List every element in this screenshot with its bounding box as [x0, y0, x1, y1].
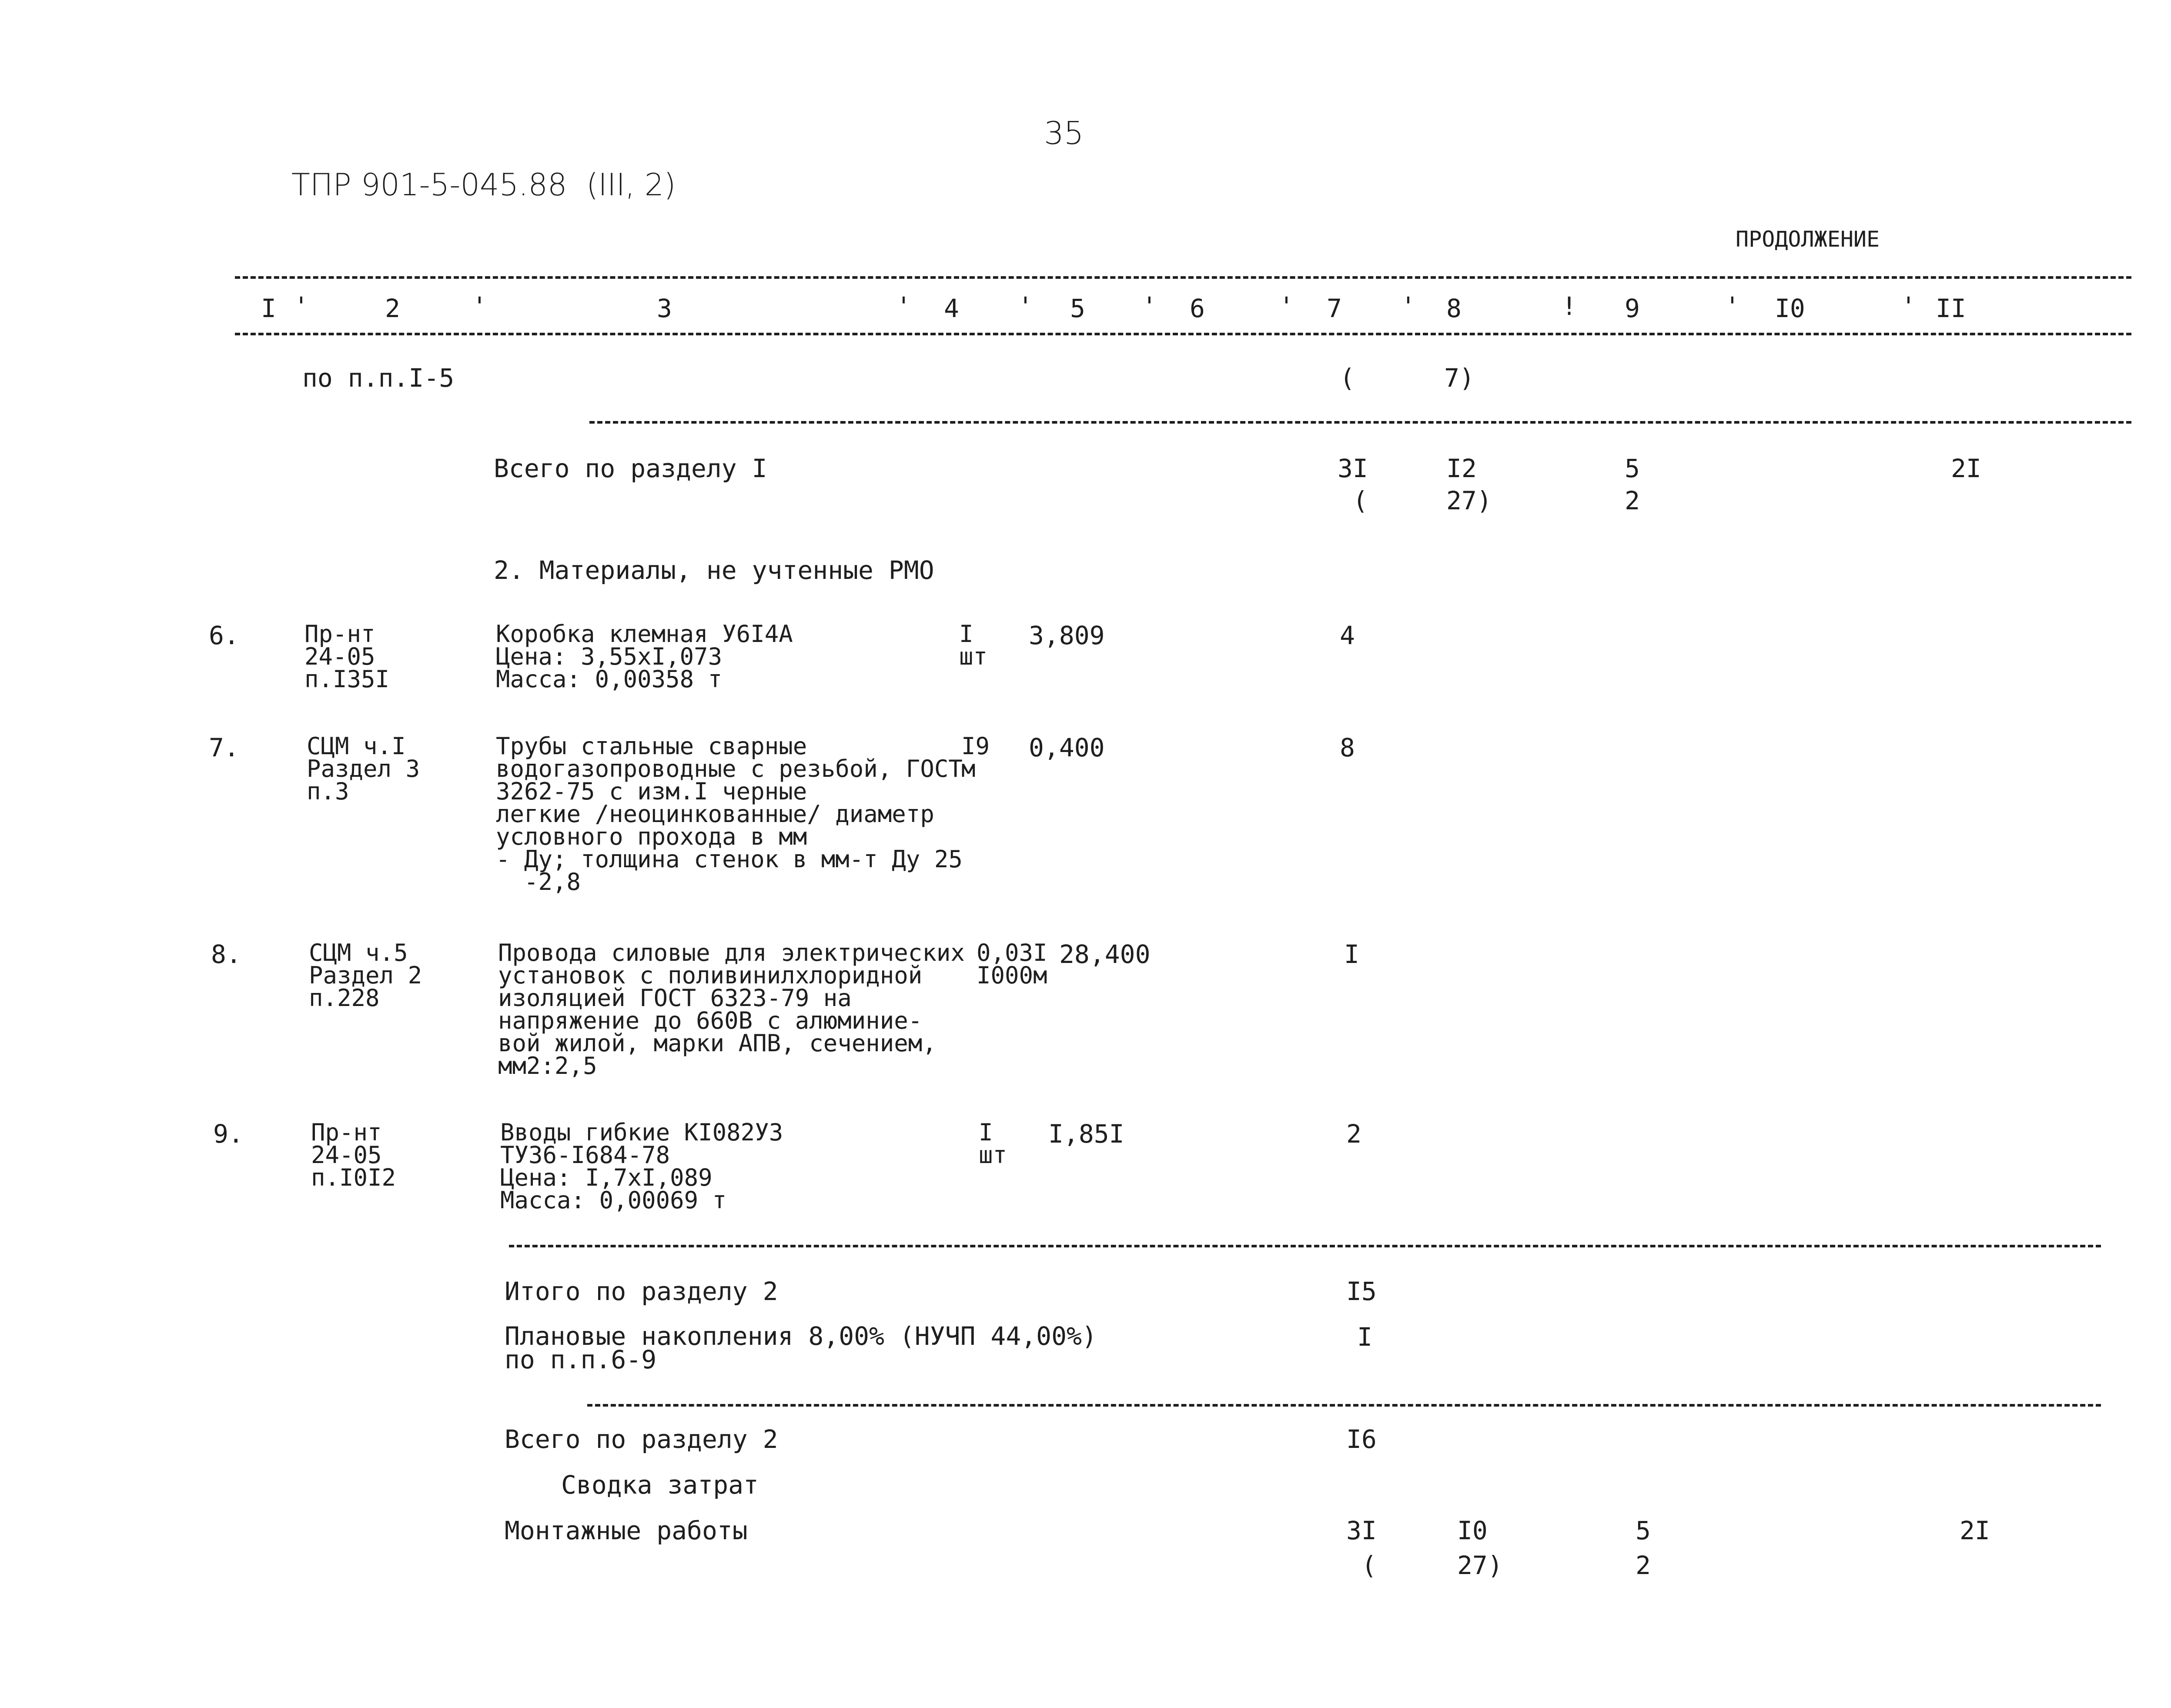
item-quantity: 0,03I I000м: [977, 939, 1047, 989]
column-separator: ': [1725, 291, 1740, 321]
carry-col8: 7): [1444, 363, 1475, 393]
item-price: 0,400: [1029, 733, 1105, 762]
column-number: 4: [944, 294, 959, 323]
total-section2-col7: I6: [1346, 1424, 1377, 1454]
installation-label: Монтажные работы: [505, 1516, 748, 1545]
column-number: 6: [1190, 294, 1205, 323]
item-description: Вводы гибкие КI082У3 ТУ36-I684-78 Цена: I,7хI,089 Масса: 0,00069 т: [500, 1119, 783, 1214]
item-quantity: I шт: [979, 1119, 1007, 1169]
total-section1-col8: I2: [1446, 454, 1477, 483]
item-price: 3,809: [1029, 621, 1105, 650]
item-col7: 8: [1340, 733, 1355, 762]
subtotal-section2-label: Итого по разделу 2: [505, 1277, 778, 1306]
total-section1-col7b: (: [1353, 486, 1368, 515]
item-basis: СЦМ ч.5 Раздел 2 п.228: [309, 939, 422, 1012]
column-separator: ': [1279, 291, 1294, 321]
item-price: I,85I: [1048, 1119, 1124, 1149]
items-rule: [509, 1245, 2101, 1247]
header-top-rule: [235, 276, 2131, 279]
total-section1-col9: 5: [1625, 454, 1640, 483]
installation-col9b: 2: [1636, 1551, 1651, 1580]
column-number: I0: [1775, 294, 1805, 323]
column-separator: ': [1018, 291, 1033, 321]
column-separator: ': [1401, 291, 1416, 321]
total-section1-label: Всего по разделу I: [494, 454, 767, 483]
carry-label: по п.п.I-5: [302, 363, 455, 393]
item-price: 28,400: [1059, 939, 1151, 969]
total-section1-col7: 3I: [1338, 454, 1368, 483]
item-number: 6.: [209, 621, 239, 650]
column-number: 7: [1327, 294, 1342, 323]
item-col7: 2: [1346, 1119, 1361, 1149]
planned-accumulation-label: Плановые накопления 8,00% (НУЧП 44,00%) по п.п.6-9: [505, 1321, 1097, 1374]
subtotal-section2-col7: I5: [1346, 1277, 1377, 1306]
column-separator: ': [294, 291, 309, 321]
section2-title: 2. Материалы, не учтенные РМО: [494, 555, 934, 585]
column-separator: ': [896, 291, 911, 321]
item-description: Провода силовые для электрических установок с поливинилхлоридной изоляцией ГОСТ 6323-79 на напряжение до 660В с алюминие- вой жилой, марки АПВ, сечением, мм2:2,5: [498, 939, 965, 1080]
column-separator: ': [472, 291, 487, 321]
column-number: 8: [1446, 294, 1462, 323]
column-number: II: [1936, 294, 1966, 323]
installation-col11: 2I: [1960, 1516, 1990, 1545]
planned-accumulation-col7: I: [1357, 1322, 1372, 1352]
item-description: Трубы стальные сварные водогазопроводные с резьбой, ГОСТ 3262-75 с изм.I черные легкие /неоцинкованные/ диаметр условного прохода в мм - Ду; толщина стенок в мм-т Ду 25 -2,8: [496, 732, 963, 896]
carry-rule: [589, 421, 2131, 424]
column-separator: ': [1901, 291, 1916, 321]
carry-col7: (: [1340, 363, 1355, 393]
summary-title: Сводка затрат: [561, 1470, 759, 1500]
item-number: 7.: [209, 733, 239, 762]
column-separator: !: [1562, 291, 1577, 321]
page-number: 35: [1044, 115, 1084, 151]
item-quantity: I шт: [959, 620, 988, 670]
item-basis: Пр-нт 24-05 п.I35I: [304, 620, 390, 693]
item-number: 9.: [213, 1119, 244, 1149]
total-section1-col8b: 27): [1446, 486, 1492, 515]
installation-col7: 3I: [1346, 1516, 1377, 1545]
total-section1-col9b: 2: [1625, 486, 1640, 515]
item-number: 8.: [211, 939, 241, 969]
column-number: 5: [1070, 294, 1085, 323]
item-col7: I: [1344, 939, 1359, 969]
installation-col8b: 27): [1457, 1551, 1503, 1580]
installation-col7b: (: [1361, 1551, 1377, 1580]
column-separator: ': [1142, 291, 1157, 321]
planned-rule: [587, 1404, 2101, 1407]
total-section1-col11: 2I: [1951, 454, 1981, 483]
continuation-label: ПРОДОЛЖЕНИЕ: [1736, 227, 1880, 252]
item-basis: СЦМ ч.I Раздел 3 п.3: [307, 732, 420, 805]
document-code: ТПР 901-5-045.88 (III, 2): [291, 167, 676, 203]
installation-col8: I0: [1457, 1516, 1488, 1545]
column-number: 9: [1625, 294, 1640, 323]
column-number: 3: [657, 294, 672, 323]
total-section2-label: Всего по разделу 2: [505, 1424, 778, 1454]
item-col7: 4: [1340, 621, 1355, 650]
item-quantity: I9 м: [961, 732, 990, 782]
installation-col9: 5: [1636, 1516, 1651, 1545]
column-number: 2: [385, 294, 400, 323]
item-description: Коробка клемная У6I4А Цена: 3,55хI,073 Масса: 0,00358 т: [496, 620, 793, 693]
column-number: I: [261, 294, 276, 323]
item-basis: Пр-нт 24-05 п.I0I2: [311, 1119, 396, 1191]
header-bottom-rule: [235, 333, 2131, 335]
